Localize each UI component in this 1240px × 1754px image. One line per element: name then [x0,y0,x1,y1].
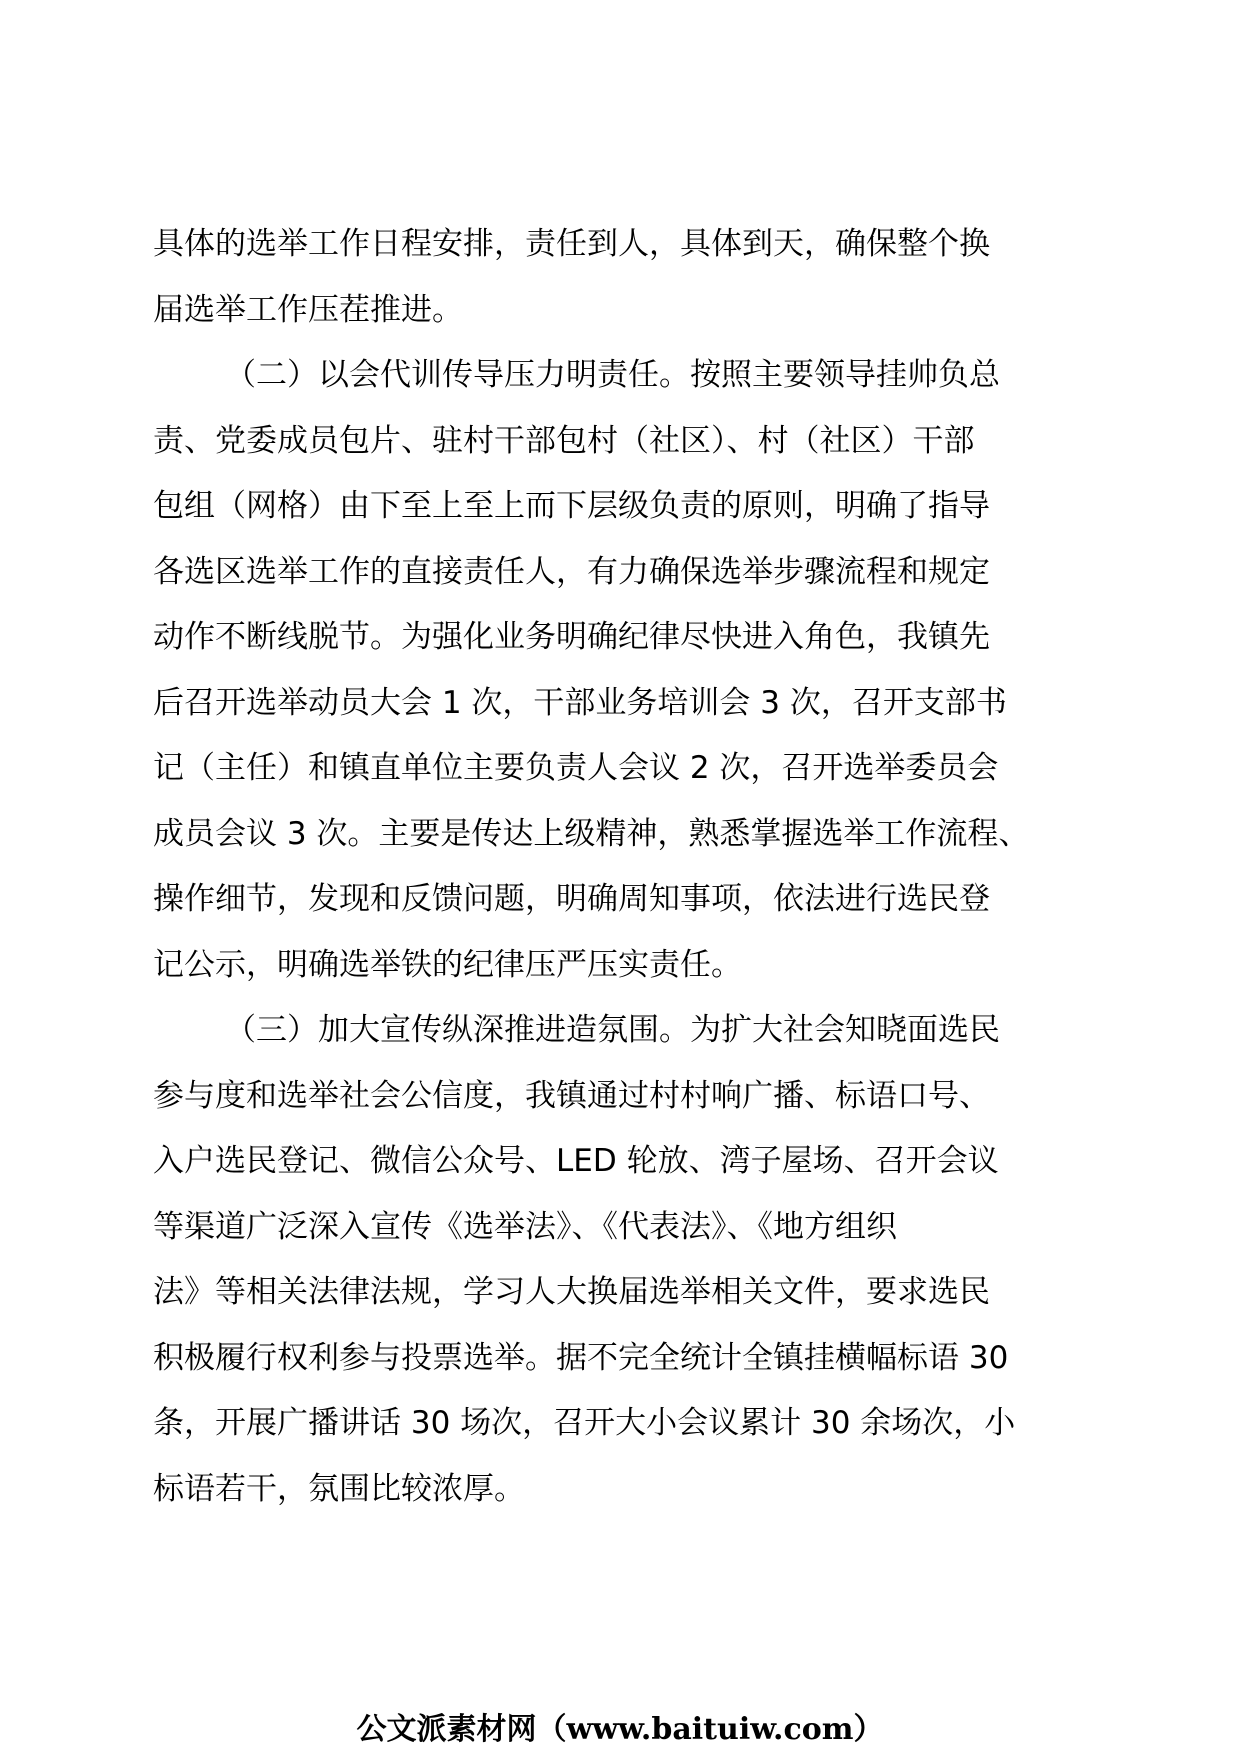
text-line: 参与度和选举社会公信度，我镇通过村村响广播、标语口号、 [153,1077,990,1114]
footer-watermark: 公文派素材网（www.baituiw.com） [356,1712,884,1747]
text-line: 包组（网格）由下至上至上而下层级负责的原则，明确了指导 [153,488,990,524]
text-line: 成员会议 3 次。主要是传达上级精神，熟悉掌握选举工作流程、 [153,815,1030,852]
text-line: 入户选民登记、微信公众号、LED 轮放、湾子屋场、召开会议 [153,1143,999,1179]
text-line: 操作细节，发现和反馈问题，明确周知事项，依法进行选民登 [153,881,990,917]
text-line: 等渠道广泛深入宣传《选举法》、《代表法》、《地方组织 [153,1208,897,1245]
text-line: 责、党委成员包片、驻村干部包村（社区）、村（社区）干部 [153,422,975,459]
document-body [153,212,1093,1522]
text-line: 记（主任）和镇直单位主要负责人会议 2 次，召开选举委员会 [153,750,999,786]
text-line: 积极履行权利参与投票选举。据不完全统计全镇挂横幅标语 30 [153,1339,1009,1376]
text-line: 届选举工作压茬推进。 [153,291,463,328]
text-line: 条，开展广播讲话 30 场次，召开大小会议累计 30 余场次，小 [153,1405,1016,1441]
text-line: 法》等相关法律法规，学习人大换届选举相关文件，要求选民 [153,1274,990,1310]
text-line: 动作不断线脱节。为强化业务明确纪律尽快进入角色，我镇先 [153,619,990,655]
text-line: 具体的选举工作日程安排，责任到人，具体到天，确保整个换 [153,226,990,262]
text-line: 后召开选举动员大会 1 次，干部业务培训会 3 次，召开支部书 [153,684,1007,721]
text-line: 记公示，明确选举铁的纪律压严压实责任。 [153,946,742,983]
section-heading-line: （二）以会代训传导压力明责任。按照主要领导挂帅负总 [225,357,1000,393]
text-line: 标语若干，氛围比较浓厚。 [153,1470,525,1507]
text-line: 各选区选举工作的直接责任人，有力确保选举步骤流程和规定 [153,553,990,590]
section-heading-line: （三）加大宣传纵深推进造氛围。为扩大社会知晓面选民 [225,1012,1000,1048]
